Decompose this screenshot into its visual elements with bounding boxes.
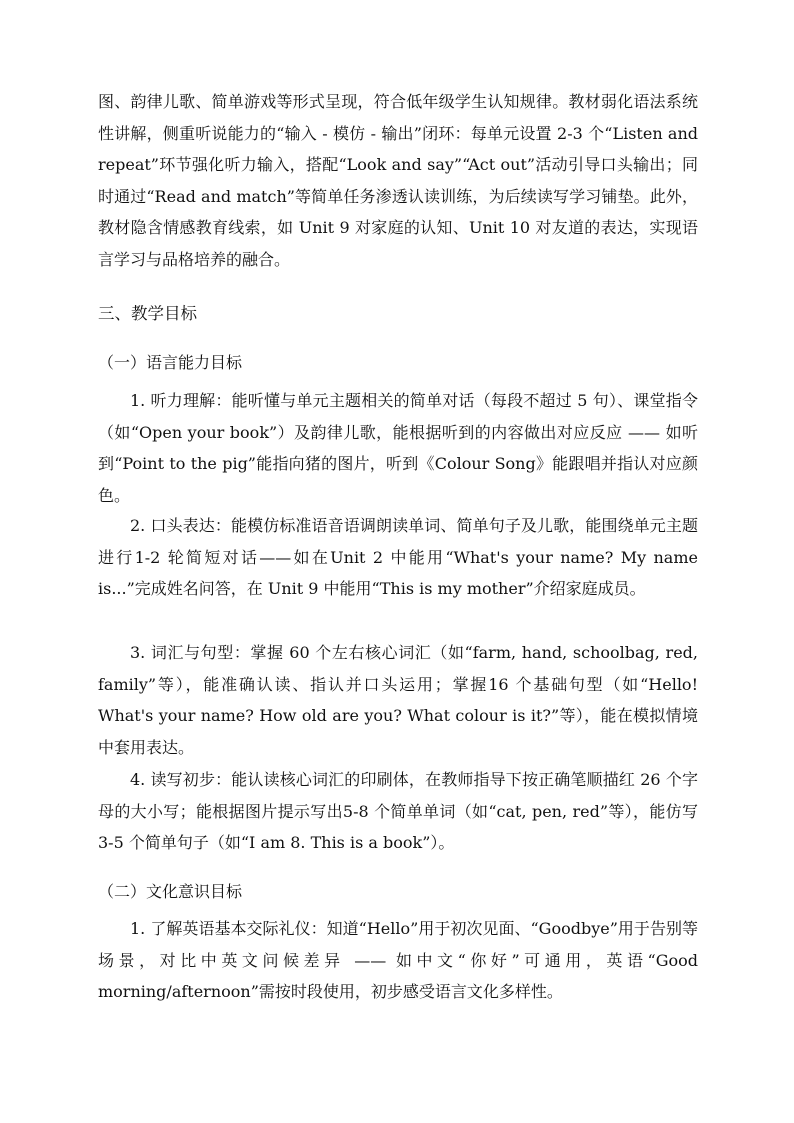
objective-culture-etiquette: 1. 了解英语基本交际礼仪：知道“Hello”用于初次见面、“Goodbye”用于告别等场景，对比中英文问候差异 —— 如中文“你好”可通用，英语“Good morning/afternoon”需按时段使用，初步感受语言文化多样性。 — [98, 919, 698, 1001]
objective-reading-writing: 4. 读写初步：能认读核心词汇的印刷体，在教师指导下按正确笔顺描红 26 个字母的大小写；能根据图片提示写出5-8 个简单单词（如“cat, pen, red”等），能仿写3-5 个简单句子（如“I am 8. This is a book”）。 — [98, 770, 698, 852]
objective-listening: 1. 听力理解：能听懂与单元主题相关的简单对话（每段不超过 5 句）、课堂指令（如“Open your book”）及韵律儿歌，能根据听到的内容做出对应反应 —— 如听到“Point to the pig”能指向猪的图片，听到《Colour Song》能跟唱并指认对应颜色。 — [98, 391, 698, 505]
section-heading: 三、教学目标 — [98, 304, 197, 323]
objective-speaking: 2. 口头表达：能模仿标准语音语调朗读单词、简单句子及儿歌，能围绕单元主题进行1-2 轮简短对话——如在Unit 2 中能用“What's your name? My name is...”完成姓名问答，在 Unit 9 中能用“This is my mother”介绍家庭成员。 — [98, 516, 698, 598]
objective-vocabulary: 3. 词汇与句型：掌握 60 个左右核心词汇（如“farm, hand, schoolbag, red, family”等），能准确认读、指认并口头运用；掌握16 个基础句型（如“Hello! What's your name? How old are you? What colour is it?”等），能在模拟情境中套用表达。 — [98, 643, 698, 757]
subsection-heading-culture: （二）文化意识目标 — [98, 882, 243, 901]
intro-paragraph: 图、韵律儿歌、简单游戏等形式呈现，符合低年级学生认知规律。教材弱化语法系统性讲解，侧重听说能力的“输入 - 模仿 - 输出”闭环：每单元设置 2-3 个“Listen and repeat”环节强化听力输入，搭配“Look and say”“Act out”活动引导口头输出；同时通过“Read and match”等简单任务渗透认读训练，为后续读写学习铺垫。此外，教材隐含情感教育线索，如 Unit 9 对家庭的认知、Unit 10 对友道的表达，实现语言学习与品格培养的融合。 — [98, 92, 698, 269]
subsection-heading-language: （一）语言能力目标 — [98, 353, 243, 372]
